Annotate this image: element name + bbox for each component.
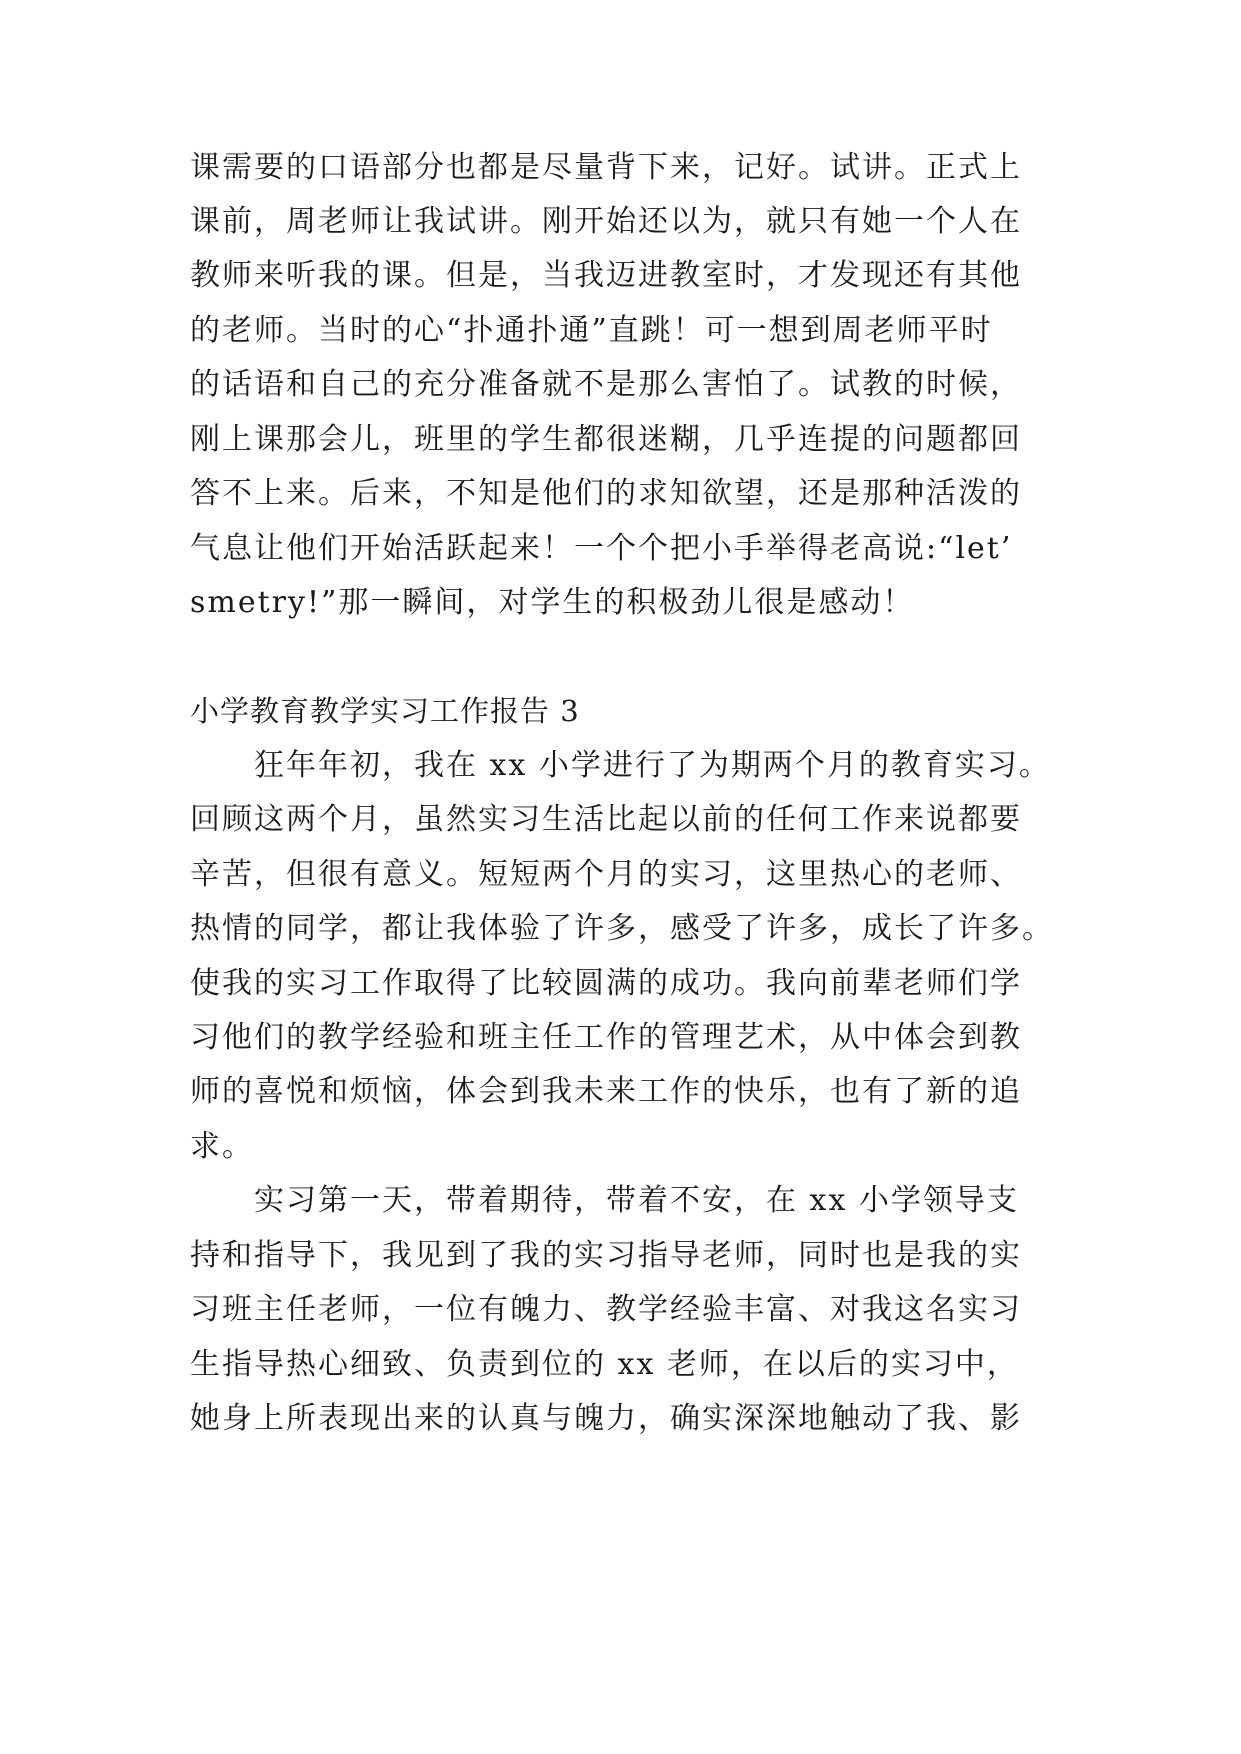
text-line: 习班主任老师，一位有魄力、教学经验丰富、对我这名实习 [190, 1292, 1022, 1327]
text-line: 习他们的教学经验和班主任工作的管理艺术，从中体会到教 [190, 1020, 1022, 1055]
text-line: 回顾这两个月，虽然实习生活比起以前的任何工作来说都要 [190, 802, 1022, 837]
text-line: 教师来听我的课。但是，当我迈进教室时，才发现还有其他 [190, 258, 1022, 293]
text-line: 答不上来。后来，不知是他们的求知欲望，还是那种活泼的 [190, 476, 1022, 511]
text-line: 课需要的口语部分也都是尽量背下来，记好。试讲。正式上 [190, 150, 1022, 185]
text-line: 师的喜悦和烦恼，体会到我未来工作的快乐，也有了新的追 [190, 1074, 1022, 1109]
text-line: 她身上所表现出来的认真与魄力，确实深深地触动了我、影 [190, 1401, 1022, 1436]
text-line: 实习第一天，带着期待，带着不安，在 xx 小学领导支 [190, 1183, 1019, 1218]
text-line: 求。 [190, 1129, 254, 1164]
text-line: 气息让他们开始活跃起来！一个个把小手举得老高说:“let’ [190, 531, 1013, 566]
text-line: 生指导热心细致、负责到位的 xx 老师，在以后的实习中， [190, 1347, 1019, 1382]
text-line: 持和指导下，我见到了我的实习指导老师，同时也是我的实 [190, 1238, 1022, 1273]
text-line: 的话语和自己的充分准备就不是那么害怕了。试教的时候， [190, 367, 1022, 402]
text-line: 狂年年初，我在 xx 小学进行了为期两个月的教育实习。 [190, 748, 1051, 783]
text-line: 的老师。当时的心“扑通扑通”直跳！可一想到周老师平时 [190, 313, 993, 348]
section-heading: 小学教育教学实习工作报告 3 [190, 694, 580, 728]
text-line: 辛苦，但很有意义。短短两个月的实习，这里热心的老师、 [190, 857, 1022, 892]
text-line: 热情的同学，都让我体验了许多，感受了许多，成长了许多。 [190, 911, 1054, 946]
text-line: 课前，周老师让我试讲。刚开始还以为，就只有她一个人在 [190, 204, 1022, 239]
text-line: 使我的实习工作取得了比较圆满的成功。我向前辈老师们学 [190, 966, 1022, 1001]
text-line: smetry!”那一瞬间，对学生的积极劲儿很是感动！ [190, 585, 915, 620]
text-line: 刚上课那会儿，班里的学生都很迷糊，几乎连提的问题都回 [190, 422, 1022, 457]
